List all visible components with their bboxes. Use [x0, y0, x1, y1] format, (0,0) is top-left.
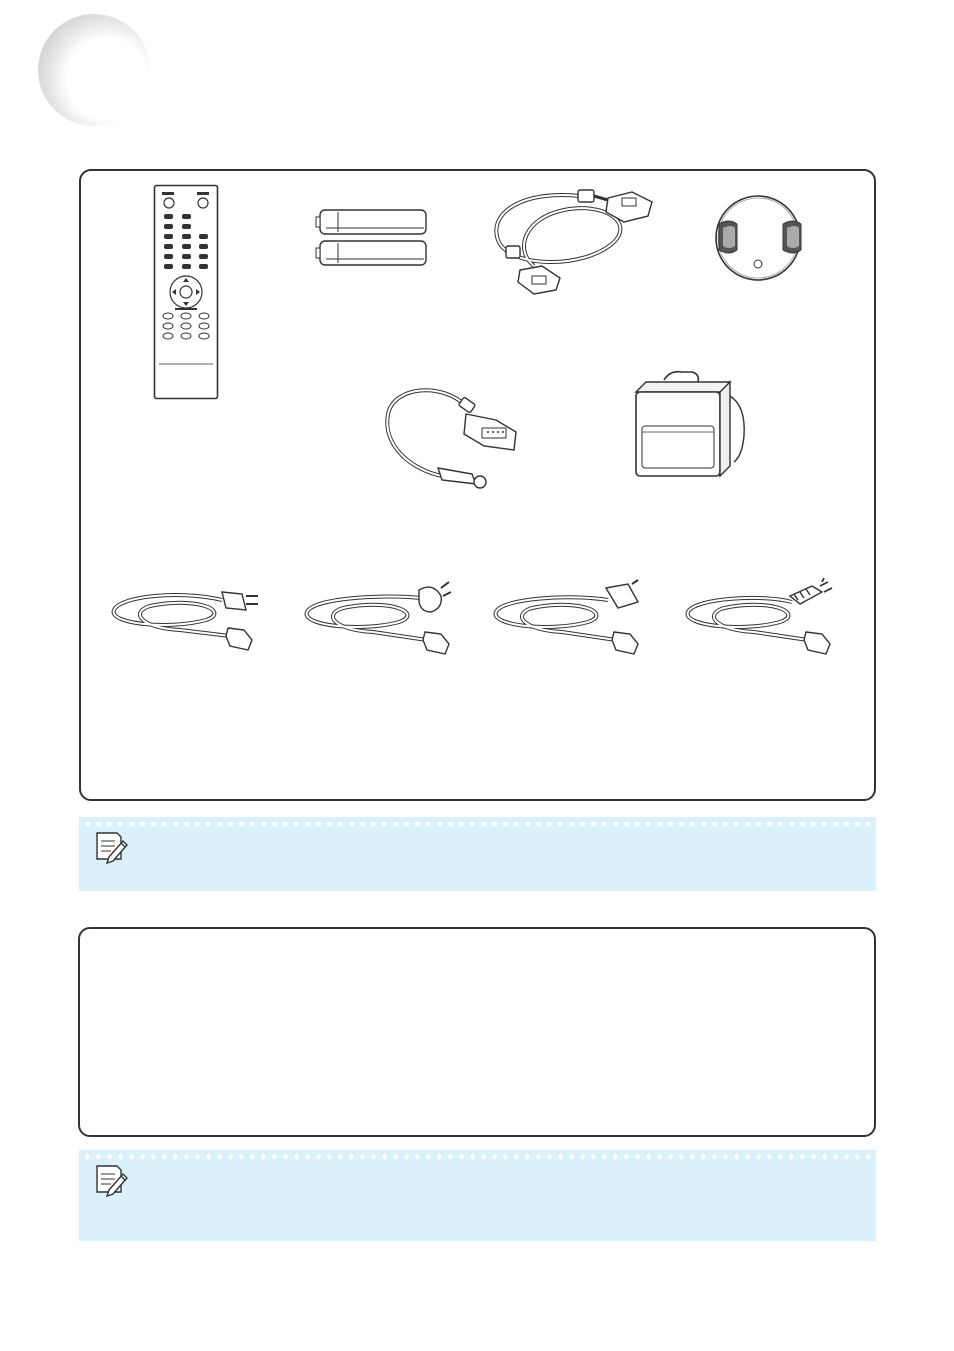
power-cord-eu-illustration — [303, 580, 463, 652]
rs232c-adaptor-cable-illustration — [382, 384, 522, 496]
note-panel — [79, 817, 876, 891]
power-cord-us-illustration — [110, 580, 270, 650]
pencil-note-icon — [91, 1162, 127, 1198]
note-panel — [79, 1150, 876, 1241]
batteries-illustration — [316, 207, 430, 271]
section-header-circle — [38, 14, 150, 126]
pencil-note-icon — [91, 829, 127, 865]
remote-control-illustration — [153, 184, 219, 400]
note-dotted-border — [79, 819, 876, 829]
computer-rgb-cable-illustration — [484, 184, 656, 296]
content-box — [78, 927, 876, 1137]
carrying-bag-illustration — [634, 370, 748, 480]
note-dotted-border — [79, 1152, 876, 1162]
lens-cap-illustration — [713, 194, 805, 282]
power-cord-uk-illustration — [492, 580, 652, 652]
power-cord-au-illustration — [684, 580, 844, 652]
